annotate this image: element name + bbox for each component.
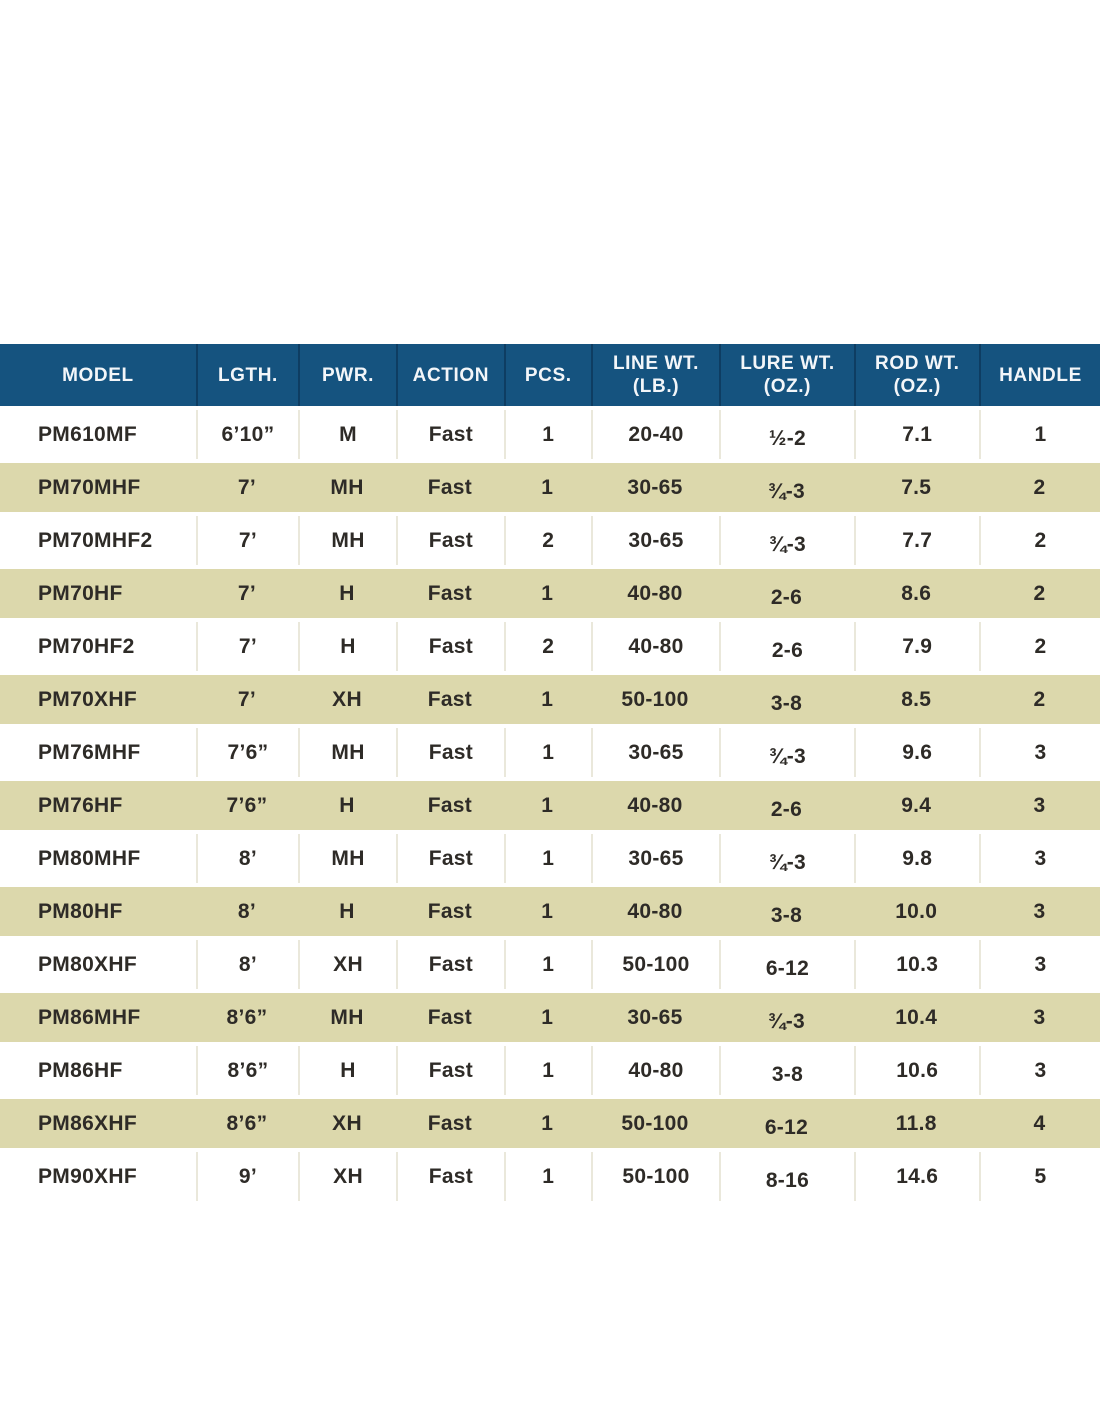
table-cell: 8’6” — [196, 1046, 298, 1095]
table-cell: 7’ — [196, 516, 298, 565]
table-row — [0, 675, 1100, 724]
table-cell: 2 — [979, 675, 1100, 724]
table-cell: 2 — [979, 569, 1100, 618]
table-cell: 40-80 — [591, 1046, 720, 1095]
table-cell: PM86HF — [0, 1046, 196, 1095]
table-cell: Fast — [396, 516, 504, 565]
table-cell: 8.5 — [854, 675, 979, 724]
table-cell: 3-8 — [719, 1046, 853, 1095]
table-cell: ¾-3 — [719, 993, 853, 1042]
table-cell: 10.0 — [854, 887, 979, 936]
table-cell: 3-8 — [719, 887, 853, 936]
table-row — [0, 887, 1100, 936]
table-cell: Fast — [396, 675, 504, 724]
table-cell: 8-16 — [719, 1152, 853, 1201]
table-cell: 3 — [979, 781, 1100, 830]
table-cell: XH — [298, 675, 396, 724]
table-cell: PM70MHF — [0, 463, 196, 512]
table-cell: 8’ — [196, 940, 298, 989]
table-cell: 1 — [504, 887, 591, 936]
table-cell: Fast — [396, 1046, 504, 1095]
table-cell: 8’6” — [196, 1099, 298, 1148]
table-cell: XH — [298, 1099, 396, 1148]
table-cell: ¾-3 — [719, 463, 853, 512]
table-cell: 1 — [504, 569, 591, 618]
column-header: PWR. — [298, 344, 396, 406]
table-cell: 6’10” — [196, 410, 298, 459]
column-header-unit: (OZ.) — [763, 376, 812, 397]
table-cell: 4 — [979, 1099, 1100, 1148]
table-cell: 2 — [979, 516, 1100, 565]
table-row — [0, 410, 1100, 459]
table-cell: 50-100 — [591, 1152, 720, 1201]
table-cell: 1 — [504, 781, 591, 830]
table-cell: MH — [298, 516, 396, 565]
table-cell: H — [298, 781, 396, 830]
table-cell: 50-100 — [591, 675, 720, 724]
table-cell: PM70HF2 — [0, 622, 196, 671]
table-cell: 1 — [504, 1046, 591, 1095]
rod-spec-table-container — [0, 340, 1100, 1205]
column-header: ROD WT. (OZ.) — [854, 344, 979, 406]
table-cell: 1 — [979, 410, 1100, 459]
table-row — [0, 622, 1100, 671]
table-cell: 50-100 — [591, 1099, 720, 1148]
table-cell: H — [298, 887, 396, 936]
table-cell: PM76MHF — [0, 728, 196, 777]
table-cell: 8.6 — [854, 569, 979, 618]
table-cell: 7’6” — [196, 728, 298, 777]
table-cell: 7’6” — [196, 781, 298, 830]
table-cell: 5 — [979, 1152, 1100, 1201]
table-cell: 3 — [979, 887, 1100, 936]
table-cell: Fast — [396, 887, 504, 936]
rod-spec-table — [0, 340, 1100, 1205]
table-header — [0, 344, 1100, 406]
column-header-unit: (LB.) — [632, 376, 680, 397]
table-cell: PM70HF — [0, 569, 196, 618]
column-header: LINE WT. (LB.) — [591, 344, 720, 406]
table-cell: Fast — [396, 622, 504, 671]
table-cell: 1 — [504, 728, 591, 777]
table-cell: XH — [298, 940, 396, 989]
table-row — [0, 781, 1100, 830]
table-cell: 3-8 — [719, 675, 853, 724]
table-cell: 2 — [504, 622, 591, 671]
table-cell: 14.6 — [854, 1152, 979, 1201]
table-cell: Fast — [396, 993, 504, 1042]
table-cell: MH — [298, 993, 396, 1042]
table-cell: XH — [298, 1152, 396, 1201]
table-cell: MH — [298, 728, 396, 777]
table-cell: ½-2 — [719, 410, 853, 459]
table-cell: 30-65 — [591, 993, 720, 1042]
table-cell: 40-80 — [591, 781, 720, 830]
table-cell: 3 — [979, 1046, 1100, 1095]
table-cell: 30-65 — [591, 516, 720, 565]
table-cell: 2-6 — [719, 569, 853, 618]
table-row — [0, 1152, 1100, 1201]
column-header: LURE WT. (OZ.) — [719, 344, 853, 406]
table-cell: Fast — [396, 834, 504, 883]
table-cell: 2 — [979, 622, 1100, 671]
table-body — [0, 410, 1100, 1201]
table-cell: 9.8 — [854, 834, 979, 883]
table-cell: 3 — [979, 834, 1100, 883]
table-cell: PM86MHF — [0, 993, 196, 1042]
table-cell: 10.3 — [854, 940, 979, 989]
table-cell: PM76HF — [0, 781, 196, 830]
table-row — [0, 569, 1100, 618]
table-cell: 3 — [979, 728, 1100, 777]
table-cell: 40-80 — [591, 622, 720, 671]
table-cell: PM80HF — [0, 887, 196, 936]
table-cell: 30-65 — [591, 834, 720, 883]
column-header: LGTH. — [196, 344, 298, 406]
table-cell: 7’ — [196, 675, 298, 724]
table-row — [0, 993, 1100, 1042]
table-row — [0, 463, 1100, 512]
table-cell: Fast — [396, 940, 504, 989]
table-cell: 50-100 — [591, 940, 720, 989]
table-cell: 1 — [504, 675, 591, 724]
table-cell: H — [298, 1046, 396, 1095]
table-cell: Fast — [396, 410, 504, 459]
table-cell: 1 — [504, 1152, 591, 1201]
table-cell: 7’ — [196, 463, 298, 512]
table-cell: 20-40 — [591, 410, 720, 459]
table-row — [0, 1099, 1100, 1148]
table-cell: Fast — [396, 463, 504, 512]
table-cell: 40-80 — [591, 887, 720, 936]
table-row — [0, 516, 1100, 565]
table-cell: 2-6 — [719, 622, 853, 671]
table-cell: PM86XHF — [0, 1099, 196, 1148]
table-cell: 1 — [504, 834, 591, 883]
column-header: ACTION — [396, 344, 504, 406]
table-cell: 7’ — [196, 569, 298, 618]
table-cell: 9.6 — [854, 728, 979, 777]
table-cell: 7.5 — [854, 463, 979, 512]
table-cell: PM70XHF — [0, 675, 196, 724]
table-cell: Fast — [396, 1152, 504, 1201]
table-cell: 7.7 — [854, 516, 979, 565]
table-cell: PM70MHF2 — [0, 516, 196, 565]
table-cell: ¾-3 — [719, 834, 853, 883]
table-cell: 3 — [979, 993, 1100, 1042]
table-cell: 2 — [504, 516, 591, 565]
table-cell: ¾-3 — [719, 516, 853, 565]
column-header: PCS. — [504, 344, 591, 406]
table-cell: 9’ — [196, 1152, 298, 1201]
table-cell: Fast — [396, 569, 504, 618]
table-cell: Fast — [396, 781, 504, 830]
table-cell: ¾-3 — [719, 728, 853, 777]
table-cell: 6-12 — [719, 1099, 853, 1148]
table-cell: 7.1 — [854, 410, 979, 459]
table-cell: 1 — [504, 410, 591, 459]
table-cell: 1 — [504, 463, 591, 512]
table-cell: PM80MHF — [0, 834, 196, 883]
table-cell: 40-80 — [591, 569, 720, 618]
table-cell: 7’ — [196, 622, 298, 671]
table-cell: MH — [298, 463, 396, 512]
table-cell: 2 — [979, 463, 1100, 512]
column-header: HANDLE — [979, 344, 1100, 406]
table-cell: 8’6” — [196, 993, 298, 1042]
table-cell: 30-65 — [591, 728, 720, 777]
table-cell: H — [298, 569, 396, 618]
table-cell: 8’ — [196, 834, 298, 883]
table-cell: 3 — [979, 940, 1100, 989]
table-row — [0, 834, 1100, 883]
table-cell: 10.4 — [854, 993, 979, 1042]
column-header: MODEL — [0, 344, 196, 406]
table-cell: 30-65 — [591, 463, 720, 512]
table-cell: 10.6 — [854, 1046, 979, 1095]
table-cell: PM80XHF — [0, 940, 196, 989]
table-cell: 8’ — [196, 887, 298, 936]
table-row — [0, 728, 1100, 777]
table-cell: 2-6 — [719, 781, 853, 830]
header-row — [0, 344, 1100, 406]
table-cell: 7.9 — [854, 622, 979, 671]
table-cell: 1 — [504, 1099, 591, 1148]
table-cell: PM610MF — [0, 410, 196, 459]
table-cell: 1 — [504, 940, 591, 989]
table-cell: MH — [298, 834, 396, 883]
table-cell: 9.4 — [854, 781, 979, 830]
table-cell: 6-12 — [719, 940, 853, 989]
table-cell: Fast — [396, 728, 504, 777]
table-cell: 1 — [504, 993, 591, 1042]
table-cell: M — [298, 410, 396, 459]
table-row — [0, 1046, 1100, 1095]
table-row — [0, 940, 1100, 989]
table-cell: 11.8 — [854, 1099, 979, 1148]
column-header-unit: (OZ.) — [893, 376, 941, 397]
table-cell: Fast — [396, 1099, 504, 1148]
table-cell: PM90XHF — [0, 1152, 196, 1201]
table-cell: H — [298, 622, 396, 671]
